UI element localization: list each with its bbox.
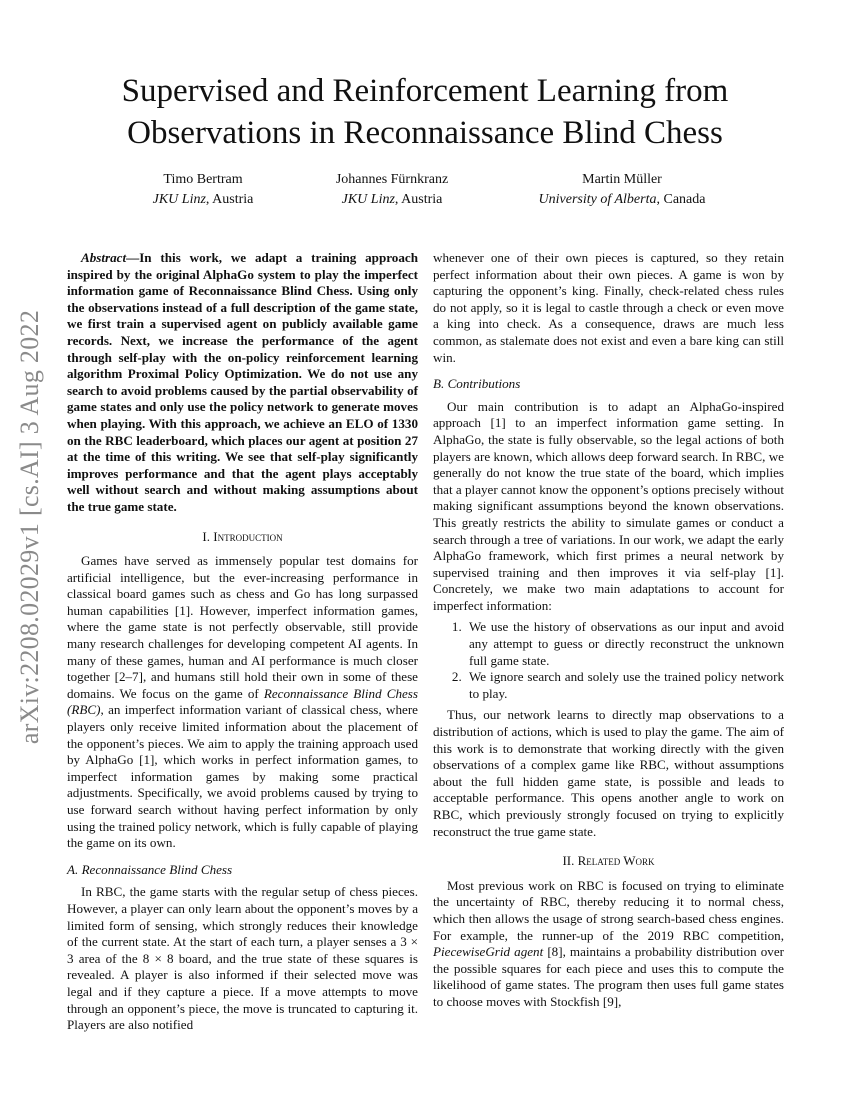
contributions-list <box>433 619 784 702</box>
paper-title <box>0 70 850 154</box>
list-item: 2. We ignore search and solely use the trained policy network to play. <box>465 669 784 702</box>
rbc-paragraph: In RBC, the game starts with the regular setup of chess pieces. However, a player can only learn about the opponent’s moves by a limited form of sensing, which strongly reduces their knowledge of the current state. At the start of each turn, a player senses a 3 × 3 area of the 8 × 8 board, and the true state of these squares is revealed. A player is also informed if their selected move was legal and if they capture a piece. If a move attempts to move through an opponent’s piece, the move is truncated to capturing it. Players are also notified <box>67 884 418 1033</box>
right-column <box>433 250 784 1011</box>
related-work-paragraph: Most previous work on RBC is focused on trying to eliminate the uncertainty of RBC, thereby reducing it to normal chess, which then allows the usage of strong search-based chess engines. For example, the runner-up of the 2019 RBC competition, PiecewiseGrid agent [8], maintains a probability distribution over the possible squares for each piece and uses this to compute the likelihood of game states. The program then uses full game states to choose moves with Stockfish [9], <box>433 877 784 1009</box>
author-name: Martin Müller <box>582 172 662 187</box>
author-affiliation: JKU Linz, Austria <box>152 192 254 207</box>
title-line-1: Supervised and Reinforcement Learning from <box>121 73 729 109</box>
abstract: Abstract—In this work, we adapt a training approach inspired by the original AlphaGo system to play the imperfect information game of Reconnaissance Blind Chess. Using only the observations instead of a full description of the game state, we first train a supervised agent on publicly available game records. Next, we increase the performance of the agent through self-play with the on-policy reinforcement learning algorithm Proximal Policy Optimization. We do not use any search to avoid problems caused by the partial observability of game states and only use the policy network to generate moves when playing. With this approach, we achieve an ELO of 1330 on the RBC leaderboard, which places our agent at position 27 at the time of this writing. We see that self-play significantly improves performance and that the agent plays acceptably well without search and without making assumptions about the true game state. <box>67 250 418 514</box>
intro-paragraph: Games have served as immensely popular test domains for artificial intelligence, but the ever-increasing performance in classical board games such as chess and Go has long surpassed human capabilities [1]. However, imperfect information games, where the game state is not perfectly observable, still provide many research challenges for developing competent AI agents. In many of these games, human and AI performance is much closer together [2–7], and humans still hold their own in some of these domains. We focus on the game of Reconnaissance Blind Chess (RBC), an imperfect information variant of classical chess, where players only receive limited information about the placement of the opponent’s pieces. We aim to apply the training approach used by AlphaGo [1], which works in perfect information games, to imperfect information games by making some practical adjustments. Specifically, we avoid problems caused by trying to use forward search without having perfect information by only using the trained policy network, which is fully capable of playing the game on its own. <box>67 553 418 851</box>
contributions-paragraph-2: Thus, our network learns to directly map observations to a distribution of actions, which is used to play the game. The aim of this work is to demonstrate that working directly with the given observations of a complex game like RBC, without assumptions about the full hidden game state, is possible and leads to acceptable performance. This opens another angle to work on RBC, which previously strongly focused on trying to explicitly reconstruct the true game state. <box>433 707 784 839</box>
left-column <box>67 250 418 1034</box>
contributions-paragraph: Our main contribution is to adapt an AlphaGo-inspired approach [1] to an imperfect information game setting. In AlphaGo, the state is fully observable, so the legal actions of both players are known, which allows deep forward search. In RBC, we generally do not know the true state of the board, which implies that a player cannot know the opponent’s options precisely without making significant assumptions beyond the known observations. This greatly restricts the ability to simulate games or conduct a search through a tree of variations. In our work, we adapt the early AlphaGo framework, which first primes a neural network by supervised training and then improves it via self-play [1]. Concretely, we make two main adaptations to account for imperfect information: <box>433 398 784 613</box>
subsection-b-heading: B. Contributions <box>433 376 521 392</box>
rbc-paragraph-continued: whenever one of their own pieces is captured, so they retain perfect information about their own pieces. A game is won by capturing the opponent’s king. Finally, check-related chess rules do not apply, so it is legal to castle through a check or even move a king into check. As a consequence, draws are much less common, as stalemate does not exist and even a bare king can still win. <box>433 250 784 365</box>
title-line-2: Observations in Reconnaissance Blind Chess <box>127 115 723 151</box>
author-3 <box>522 170 722 210</box>
author-affiliation: University of Alberta, Canada <box>538 192 706 207</box>
author-name: Timo Bertram <box>163 172 243 187</box>
section-1-heading: I. Introduction <box>202 528 283 544</box>
section-2-heading: II. Related Work <box>562 853 655 869</box>
author-affiliation: JKU Linz, Austria <box>341 192 443 207</box>
author-1 <box>118 170 288 210</box>
arxiv-identifier: arXiv:2208.02029v1 [cs.AI] 3 Aug 2022 <box>15 309 44 745</box>
author-2 <box>312 170 472 210</box>
list-item: 1. We use the history of observations as our input and avoid any attempt to guess or directly reconstruct the unknown full game state. <box>465 619 784 669</box>
author-name: Johannes Fürnkranz <box>335 172 449 187</box>
subsection-a-heading: A. Reconnaissance Blind Chess <box>67 861 233 877</box>
